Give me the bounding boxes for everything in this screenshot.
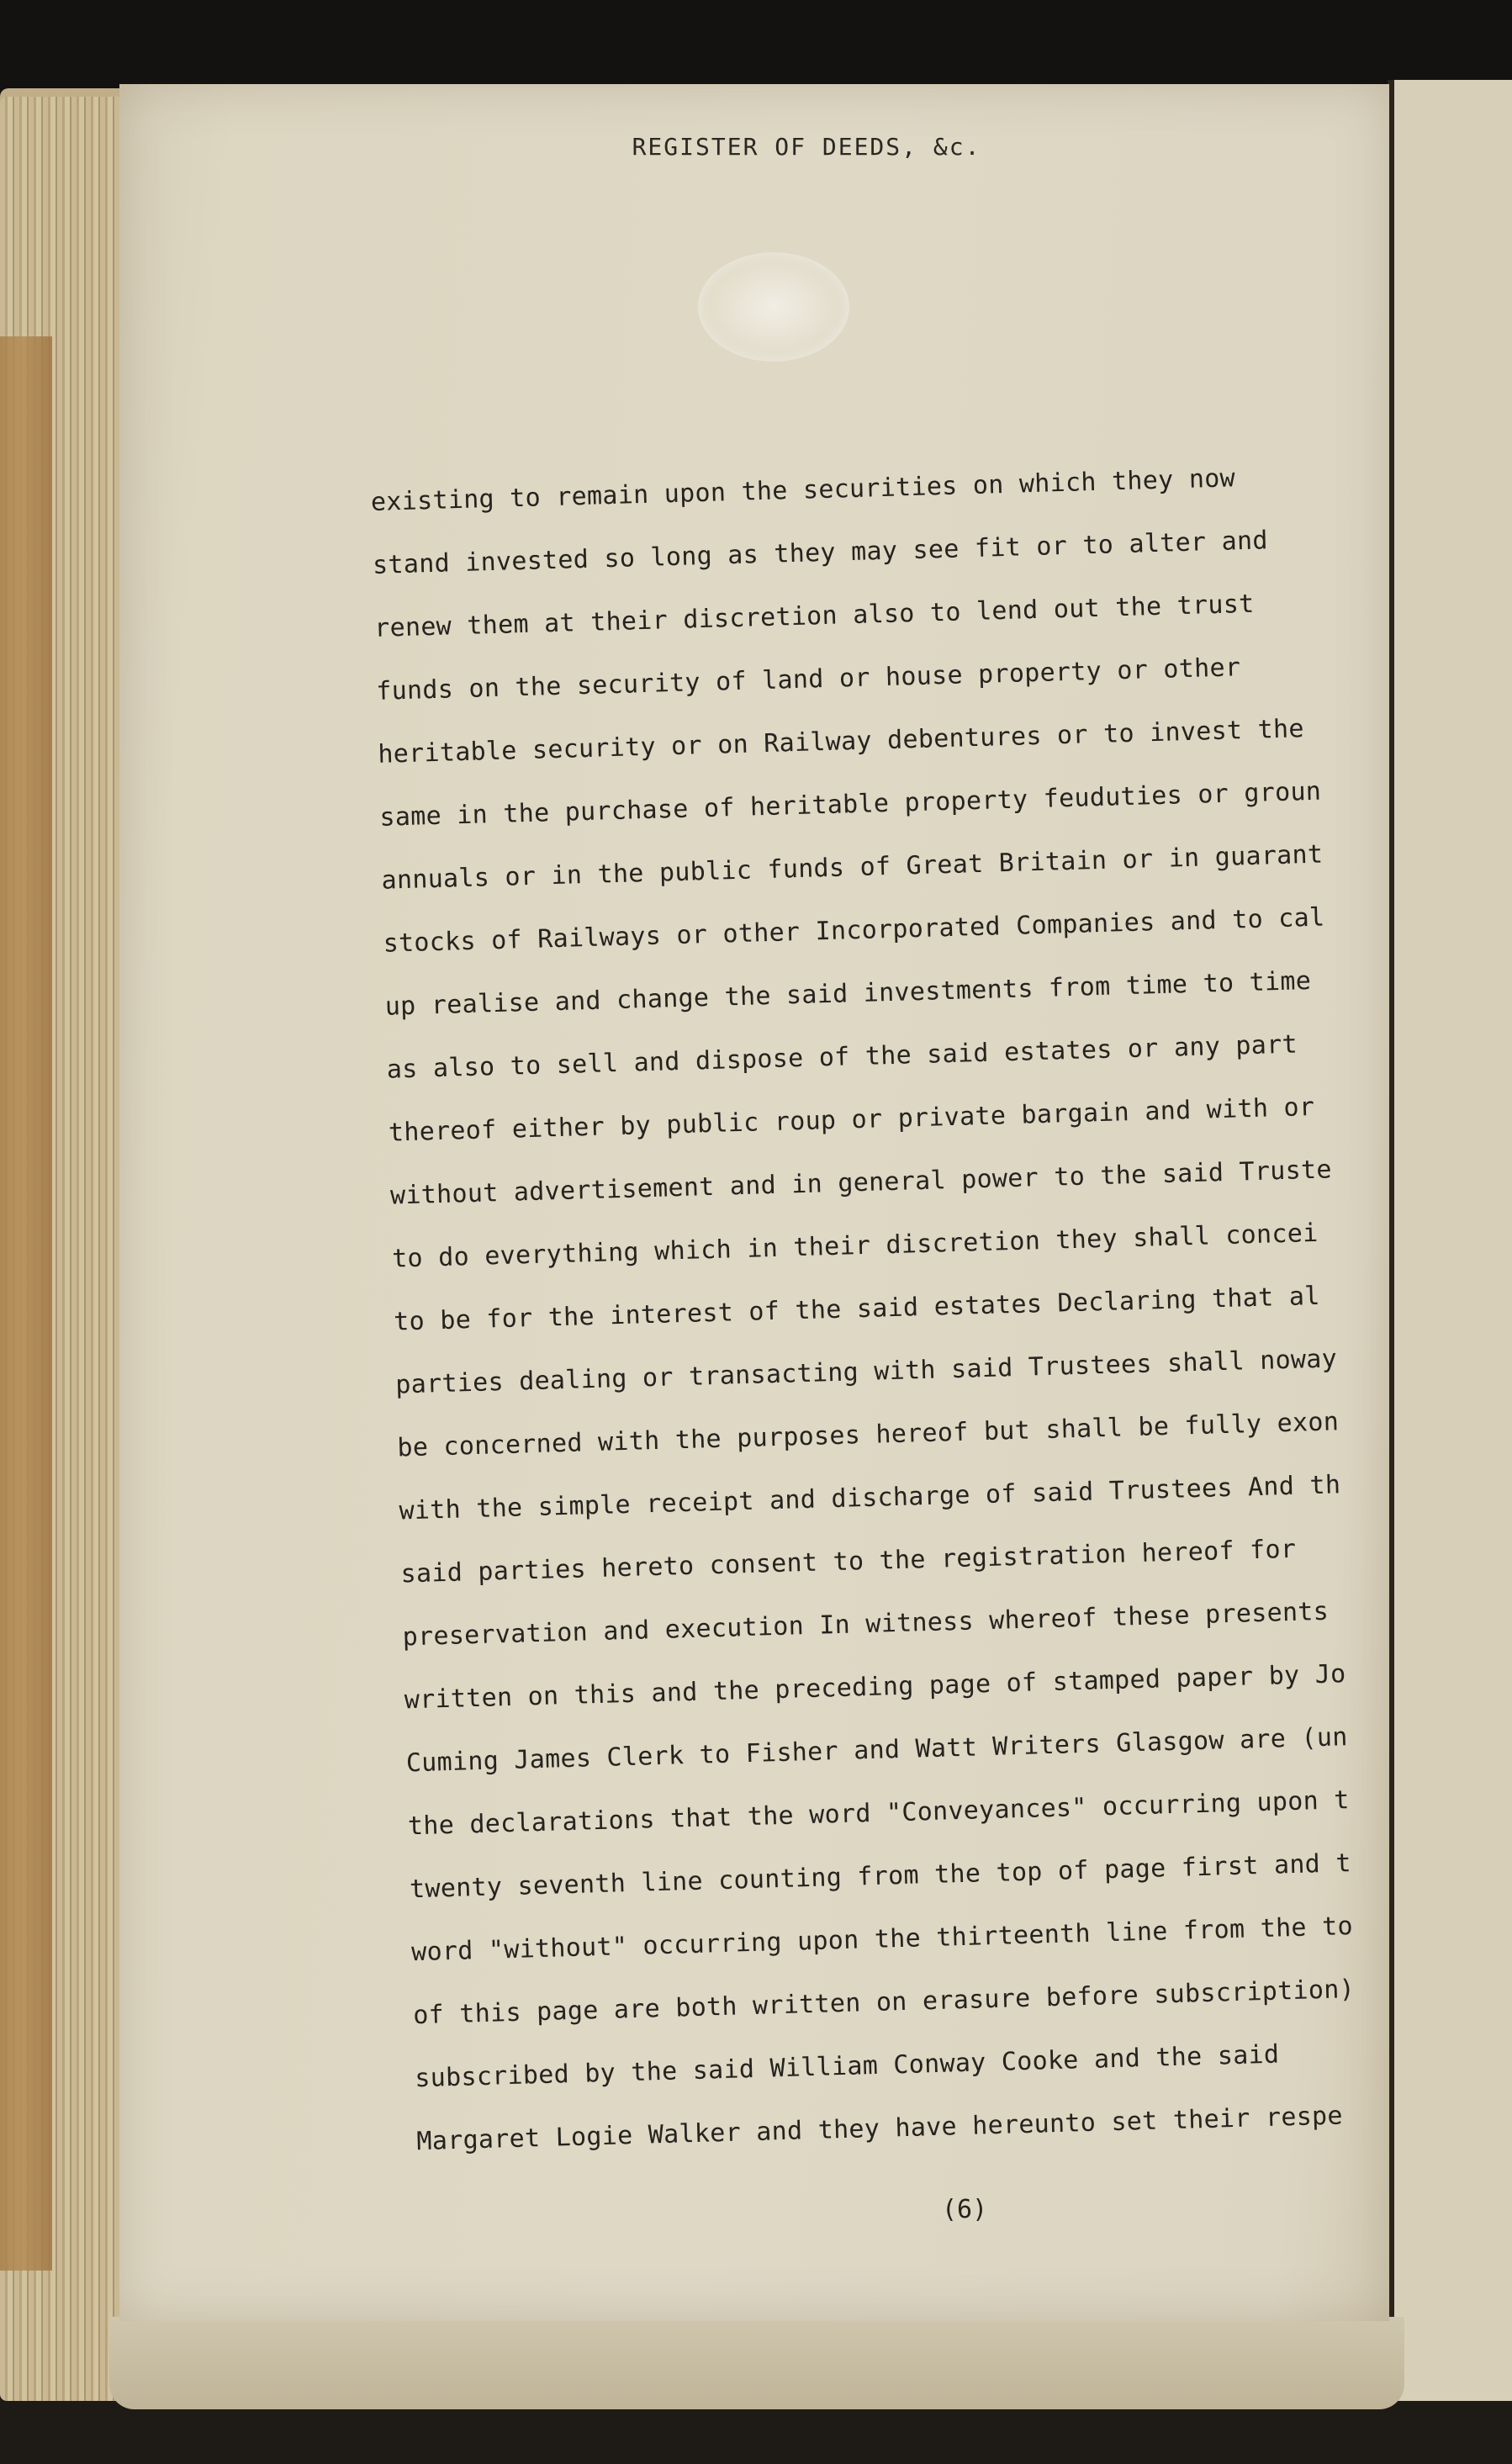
text-line: twenty seventh line counting from the top of page first and t [409, 1848, 1352, 1905]
text-line: annuals or in the public funds of Great Britain or in guarant [381, 839, 1324, 896]
text-line: without advertisement and in general power to the said Truste [389, 1155, 1333, 1211]
text-line: said parties hereto consent to the registration hereof for [400, 1534, 1297, 1589]
text-line: be concerned with the purposes hereof but shall be fully exon [396, 1407, 1340, 1463]
embossed-seal [698, 252, 849, 362]
text-line: up realise and change the said investments from time to time [384, 965, 1312, 1022]
text-line: Margaret Logie Walker and they have hereunto set their respe [416, 2101, 1344, 2157]
text-line: to be for the interest of the said estates Declaring that al [393, 1281, 1321, 1337]
text-line: existing to remain upon the securities on which they now [370, 463, 1236, 517]
text-line: to do everything which in their discretion they shall concei [391, 1218, 1319, 1274]
page-number: (6) [942, 2195, 988, 2224]
document-body [370, 442, 1449, 2236]
text-line: written on this and the preceding page of stamped paper by Jo [404, 1659, 1346, 1716]
text-line: preservation and execution In witness whereof these presents [402, 1596, 1330, 1652]
text-line: subscribed by the said William Conway Cooke and the said [414, 2039, 1280, 2094]
text-line: same in the purchase of heritable property feuduties or groun [379, 776, 1322, 833]
text-line: the declarations that the word "Conveyances" occurring upon t [407, 1785, 1351, 1842]
text-line: word "without" occurring upon the thirteenth line from the to [410, 1911, 1354, 1968]
text-line: funds on the security of land or house property or other [375, 653, 1241, 706]
text-line: of this page are both written on erasure before subscription) [412, 1975, 1356, 2031]
text-line: Cuming James Clerk to Fisher and Watt Writers Glasgow are (un [405, 1722, 1349, 1779]
text-line: stand invested so long as they may see fit or to alter and [372, 526, 1269, 580]
text-line: heritable security or on Railway debentures or to invest the [377, 714, 1305, 769]
text-line: as also to sell and dispose of the said estates or any part [386, 1029, 1298, 1085]
text-line: with the simple receipt and discharge of said Trustees And th [399, 1470, 1341, 1526]
document-header: REGISTER OF DEEDS, &c. [632, 133, 981, 161]
text-line: renew them at their discretion also to lend out the trust [373, 589, 1255, 643]
sheet-bottom-edge [109, 2317, 1404, 2409]
text-line: stocks of Railways or other Incorporated Companies and to cal [383, 902, 1325, 959]
text-line: thereof either by public roup or private bargain and with or [388, 1092, 1315, 1148]
text-line: parties dealing or transacting with said Trustees shall noway [394, 1344, 1338, 1400]
binding-tape [0, 336, 52, 2271]
